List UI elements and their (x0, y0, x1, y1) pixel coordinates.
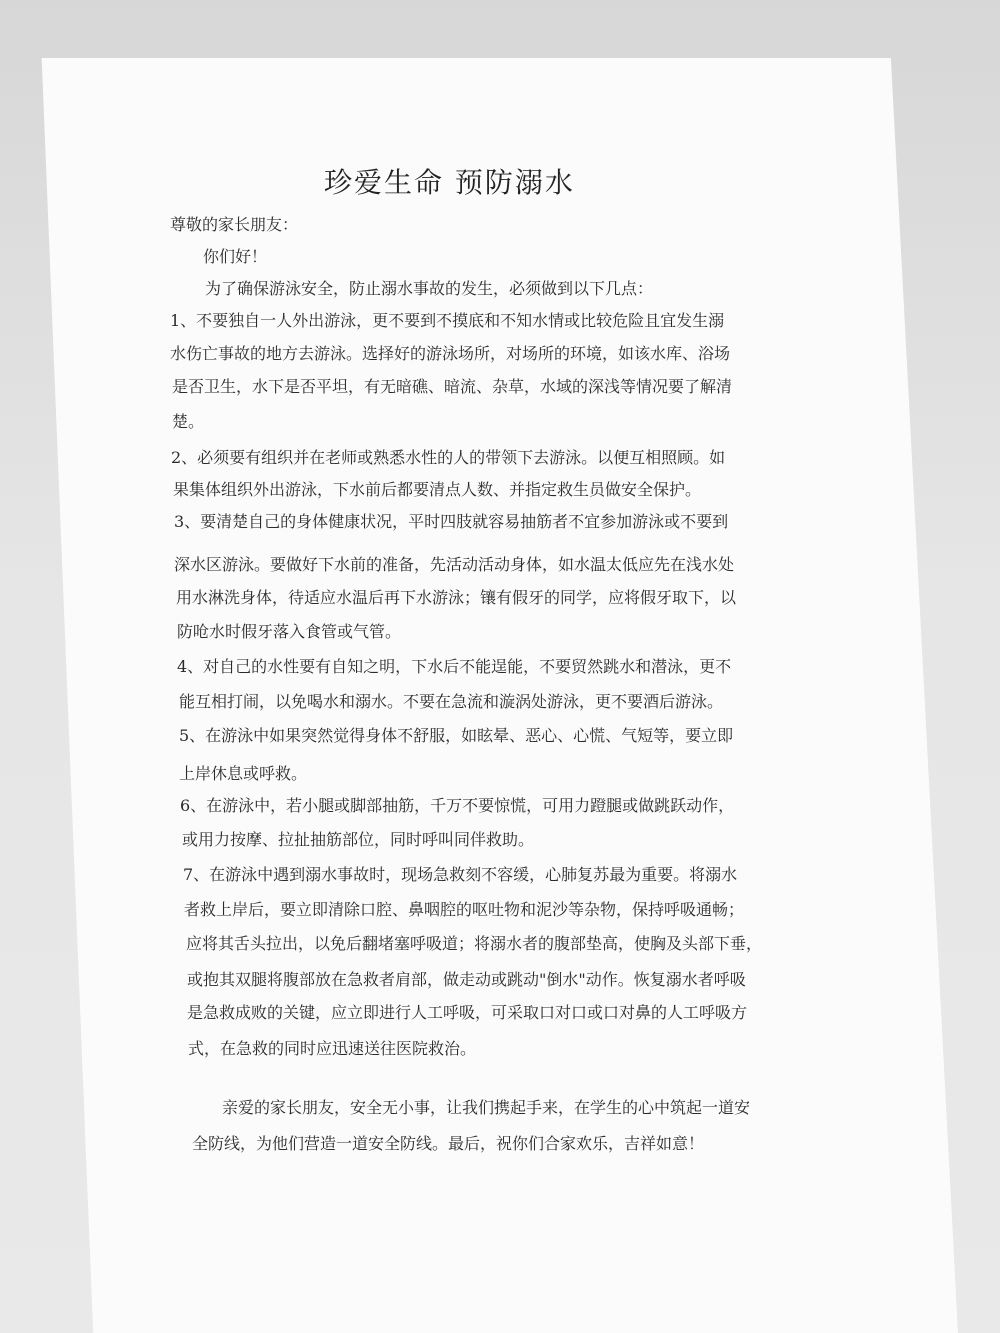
closing-line: 亲爱的家长朋友，安全无小事，让我们携起手来，在学生的心中筑起一道安 (222, 1098, 751, 1117)
closing-line: 全防线，为他们营造一道安全防线。最后，祝你们合家欢乐，吉祥如意！ (192, 1134, 705, 1153)
text-line: 能互相打闹，以免喝水和溺水。不要在急流和漩涡处游泳，更不要酒后游泳。 (179, 692, 724, 711)
text-line: 水伤亡事故的地方去游泳。选择好的游泳场所，对场所的环境，如该水库、浴场 (170, 344, 731, 363)
text-line: 6、在游泳中，若小腿或脚部抽筋，千万不要惊慌，可用力蹬腿或做跳跃动作， (180, 796, 735, 815)
text-line: 应将其舌头拉出，以免后翻堵塞呼吸道；将溺水者的腹部垫高，使胸及头部下垂， (186, 934, 763, 953)
text-line: 上岸休息或呼救。 (179, 764, 308, 783)
text-line: 3、要清楚自己的身体健康状况，平时四肢就容易抽筋者不宜参加游泳或不要到 (174, 512, 729, 531)
text-line: 7、在游泳中遇到溺水事故时，现场急救刻不容缓，心肺复苏最为重要。将溺水 (183, 865, 738, 884)
text-line: 5、在游泳中如果突然觉得身体不舒服，如眩晕、恶心、心慌、气短等，要立即 (179, 726, 734, 745)
text-line: 或用力按摩、拉扯抽筋部位，同时呼叫同伴救助。 (182, 830, 535, 849)
text-line: 者救上岸后，要立即清除口腔、鼻咽腔的呕吐物和泥沙等杂物，保持呼吸通畅； (184, 900, 745, 919)
text-line: 2、必须要有组织并在老师或熟悉水性的人的带领下去游泳。以便互相照顾。如 (171, 448, 726, 467)
text-line: 楚。 (172, 412, 205, 431)
text-line: 是急救成败的关键，应立即进行人工呼吸，可采取口对口或口对鼻的人工呼吸方 (187, 1003, 748, 1022)
text-line: 是否卫生，水下是否平坦，有无暗礁、暗流、杂草，水域的深浅等情况要了解清 (172, 377, 733, 396)
document-title: 珍爱生命 预防溺水 (324, 166, 575, 199)
text-line: 防呛水时假牙落入食管或气管。 (177, 622, 402, 641)
text-line: 果集体组织外出游泳，下水前后都要清点人数、并指定救生员做安全保护。 (173, 480, 702, 499)
greeting: 你们好！ (203, 247, 268, 266)
text-line: 式，在急救的同时应迅速送往医院救治。 (188, 1039, 477, 1058)
text-line: 用水淋洗身体，待适应水温后再下水游泳；镶有假牙的同学，应将假牙取下，以 (176, 588, 737, 607)
text-line: 4、对自己的水性要有自知之明，下水后不能逞能，不要贸然跳水和潜泳，更不 (177, 657, 732, 676)
intro-text: 为了确保游泳安全，防止溺水事故的发生，必须做到以下几点： (205, 279, 654, 298)
text-line: 1、不要独自一人外出游泳，更不要到不摸底和不知水情或比较危险且宜发生溺 (170, 311, 725, 330)
salutation: 尊敬的家长朋友： (170, 215, 299, 234)
text-line: 或抱其双腿将腹部放在急救者肩部，做走动或跳动"倒水"动作。恢复溺水者呼吸 (187, 970, 746, 989)
text-line: 深水区游泳。要做好下水前的准备，先活动活动身体，如水温太低应先在浅水处 (174, 555, 735, 574)
